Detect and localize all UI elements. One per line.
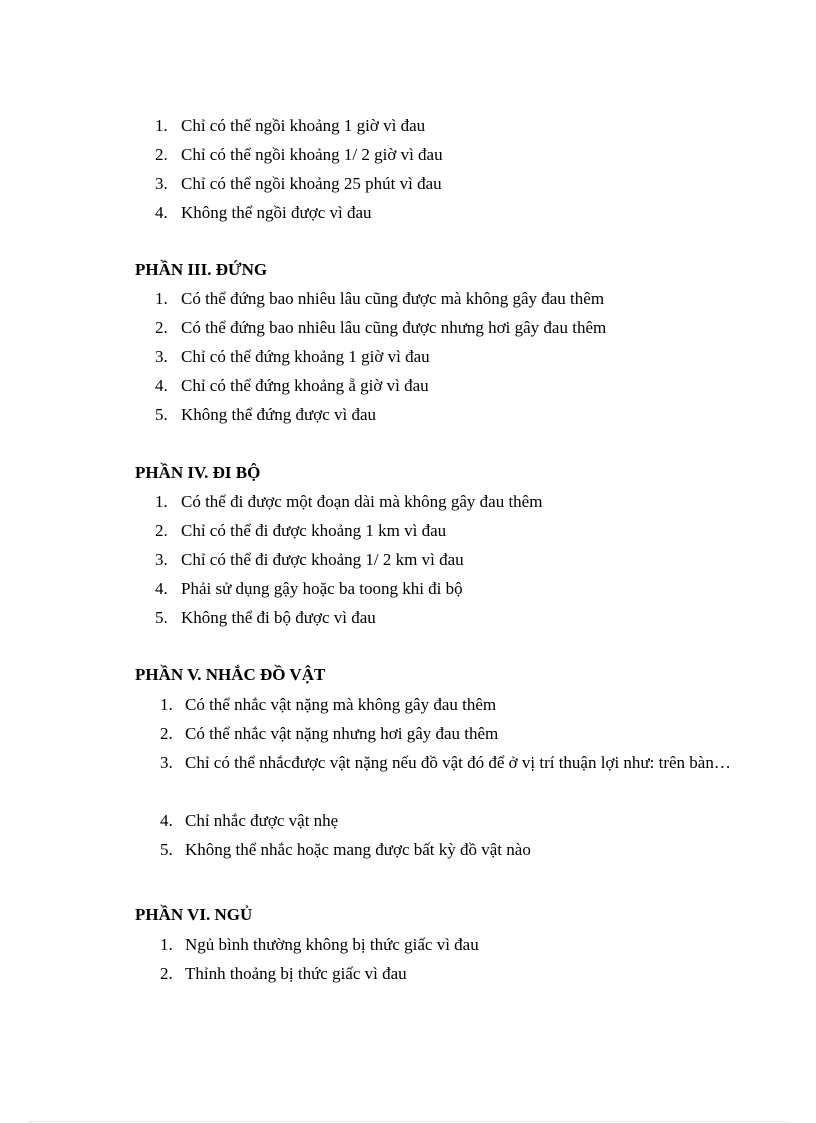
item-text: Chỉ có thể ngồi khoảng 1 giờ vì đau [181, 116, 426, 135]
item-text: Chỉ có thể đi được khoảng 1/ 2 km vì đau [181, 550, 464, 569]
item-text: Không thể đứng được vì đau [181, 405, 377, 424]
item-number: 3. [160, 753, 173, 772]
item-text: Chỉ có thể ngồi khoảng 1/ 2 giờ vì đau [181, 145, 443, 164]
item-text: Có thể nhắc vật nặng mà không gây đau thêm [185, 695, 497, 714]
item-number: 3. [155, 174, 168, 193]
section-heading-standing: PHẦN III. ĐỨNG [135, 260, 268, 279]
item-text: Phải sử dụng gậy hoặc ba toong khi đi bộ [181, 579, 463, 598]
item-text: Có thể nhắc vật nặng nhưng hơi gây đau thêm [185, 724, 499, 743]
item-number: 3. [155, 550, 168, 569]
item-text: Có thể đứng bao nhiêu lâu cũng được mà không gây đau thêm [181, 289, 605, 308]
item-text: Chỉ có thể đi được khoảng 1 km vì đau [181, 521, 447, 540]
item-text: Không thể đi bộ được vì đau [181, 608, 376, 627]
item-number: 2. [155, 521, 168, 540]
item-number: 2. [155, 318, 168, 337]
item-number: 1. [155, 289, 168, 308]
item-number: 1. [160, 695, 173, 714]
item-number: 2. [155, 145, 168, 164]
item-number: 5. [155, 608, 168, 627]
page-bottom-divider [28, 1121, 788, 1122]
item-text: Có thể đi được một đoạn dài mà không gây đau thêm [181, 492, 543, 511]
item-number: 4. [155, 579, 168, 598]
item-number: 2. [160, 964, 173, 983]
item-number: 5. [155, 405, 168, 424]
section-heading-sleeping: PHẦN VI. NGỦ [135, 905, 253, 924]
item-number: 4. [155, 376, 168, 395]
item-number: 2. [160, 724, 173, 743]
item-text: Chỉ có thể đứng khoảng ẵ giờ vì đau [181, 376, 429, 395]
item-text: Không thể nhắc hoặc mang được bất kỳ đồ vật nào [185, 840, 531, 859]
section-heading-walking: PHẦN IV. ĐI BỘ [135, 463, 261, 482]
item-text: Có thể đứng bao nhiêu lâu cũng được nhưng hơi gây đau thêm [181, 318, 607, 337]
item-number: 1. [155, 116, 168, 135]
item-text: Ngủ bình thường không bị thức giấc vì đau [185, 935, 479, 954]
item-number: 1. [160, 935, 173, 954]
item-number: 4. [160, 811, 173, 830]
item-text: Chỉ có thể đứng khoảng 1 giờ vì đau [181, 347, 430, 366]
section-heading-lifting: PHẦN V. NHẮC ĐỒ VẬT [135, 665, 326, 684]
item-text: Không thể ngồi được vì đau [181, 203, 372, 222]
item-number: 1. [155, 492, 168, 511]
item-number: 4. [155, 203, 168, 222]
item-number: 5. [160, 840, 173, 859]
item-text: Thỉnh thoảng bị thức giấc vì đau [185, 964, 407, 983]
item-text: Chỉ có thể nhắcđược vật nặng nếu đồ vật đó để ở vị trí thuận lợi như: trên bàn… [185, 753, 731, 772]
item-text: Chỉ nhắc được vật nhẹ [185, 811, 339, 830]
item-number: 3. [155, 347, 168, 366]
item-text: Chỉ có thể ngồi khoảng 25 phút vì đau [181, 174, 442, 193]
